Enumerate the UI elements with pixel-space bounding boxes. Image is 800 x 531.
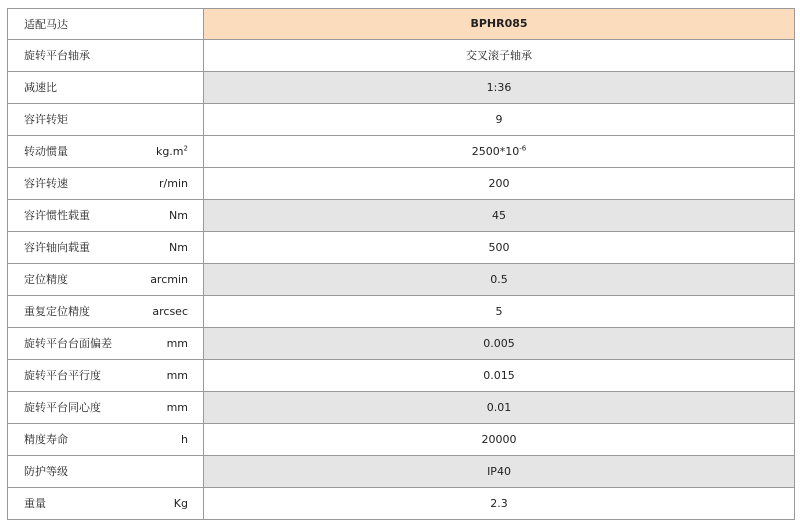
param-unit-text: Nm: [169, 240, 188, 254]
param-unit: [181, 433, 188, 446]
param-label-inner: [8, 239, 203, 255]
table-row: [8, 71, 795, 103]
param-name: 旋转平台同心度: [24, 401, 101, 415]
param-label-cell: [8, 39, 204, 71]
param-name: 旋转平台轴承: [24, 49, 90, 63]
param-value: IP40: [487, 464, 511, 478]
param-value-cell: [204, 391, 795, 423]
table-row: [8, 231, 795, 263]
table-row: [8, 263, 795, 295]
param-label-cell: [8, 487, 204, 519]
param-value: 200: [488, 176, 510, 190]
param-label-inner: [8, 431, 203, 447]
param-label-cell: [8, 199, 204, 231]
table-row: [8, 327, 795, 359]
table-row: [8, 295, 795, 327]
param-label-cell: [8, 423, 204, 455]
param-label-cell: [8, 135, 204, 167]
param-unit: [156, 145, 188, 158]
param-label-cell: [8, 391, 204, 423]
param-unit: [150, 273, 188, 286]
param-value-cell: [204, 263, 795, 295]
param-value-superscript: -6: [519, 144, 527, 153]
param-value: 0.5: [490, 272, 508, 286]
param-unit-text: mm: [166, 336, 188, 350]
param-label-inner: [8, 175, 203, 191]
param-value-cell: [204, 231, 795, 263]
param-label-inner: [8, 111, 203, 127]
param-value: 9: [495, 112, 503, 126]
param-value: 5: [495, 304, 503, 318]
table-row: [8, 135, 795, 167]
param-value-cell: [204, 199, 795, 231]
param-label-inner: [8, 79, 203, 95]
param-unit-text: r/min: [159, 176, 188, 190]
param-value-cell: [204, 167, 795, 199]
param-name: 旋转平台台面偏差: [24, 337, 112, 351]
param-unit-text: mm: [166, 368, 188, 382]
param-unit-text: Kg: [173, 496, 188, 510]
param-label-cell: [8, 103, 204, 135]
table-row: [8, 39, 795, 71]
param-unit-text: mm: [166, 400, 188, 414]
param-unit: [169, 241, 188, 254]
param-value-cell: [204, 487, 795, 519]
param-unit: [169, 209, 188, 222]
param-name: 旋转平台平行度: [24, 369, 101, 383]
param-value-cell: [204, 39, 795, 71]
param-label-inner: [8, 367, 203, 383]
param-label-inner: [8, 399, 203, 415]
param-value-cell: [204, 359, 795, 391]
param-unit: [159, 177, 188, 190]
table-row: [8, 103, 795, 135]
param-name: 容许转矩: [24, 113, 68, 127]
table-row: [8, 359, 795, 391]
spec-table-body: [8, 9, 795, 520]
param-label-inner: [8, 335, 203, 351]
param-value-cell: [204, 423, 795, 455]
param-unit: [167, 337, 188, 350]
param-unit: [167, 401, 188, 414]
param-value: 2.3: [490, 496, 508, 510]
param-label-inner: [8, 47, 203, 63]
param-value: 0.005: [483, 336, 515, 350]
param-name: 精度寿命: [24, 433, 68, 447]
param-name: 减速比: [24, 81, 57, 95]
param-name: 重复定位精度: [24, 305, 90, 319]
param-label-inner: [8, 271, 203, 287]
param-value: 0.015: [483, 368, 515, 382]
param-unit-superscript: 2: [183, 144, 188, 153]
param-value: 1:36: [486, 80, 512, 94]
table-row: [8, 199, 795, 231]
param-name: 容许惯性载重: [24, 209, 90, 223]
param-value-cell: [204, 71, 795, 103]
param-name: 转动惯量: [24, 145, 68, 159]
param-value: 交叉滚子轴承: [466, 49, 532, 63]
param-label-cell: [8, 359, 204, 391]
param-unit-text: arcsec: [152, 304, 188, 318]
param-value-cell: [204, 455, 795, 487]
param-label-cell: [8, 71, 204, 103]
table-row: [8, 487, 795, 519]
param-label-cell: [8, 231, 204, 263]
param-unit-text: Nm: [169, 208, 188, 222]
header-row: [8, 9, 795, 40]
param-name: 容许轴向载重: [24, 241, 90, 255]
table-row: [8, 455, 795, 487]
table-row: [8, 391, 795, 423]
param-value: 20000: [481, 432, 517, 446]
param-label-cell: [8, 263, 204, 295]
param-label-cell: [8, 295, 204, 327]
param-name: 定位精度: [24, 273, 68, 287]
header-label-inner: [8, 16, 203, 32]
param-value: 45: [492, 208, 506, 222]
spec-table: [7, 8, 795, 520]
table-row: [8, 167, 795, 199]
param-label-inner: [8, 303, 203, 319]
param-value: 500: [488, 240, 510, 254]
model-name: BPHR085: [470, 17, 528, 31]
param-unit-text: arcmin: [150, 272, 188, 286]
param-label-inner: [8, 495, 203, 511]
header-value-cell: [204, 9, 795, 40]
param-unit: [152, 305, 188, 318]
header-label: 适配马达: [24, 17, 68, 31]
param-label-inner: [8, 143, 203, 159]
param-value: 0.01: [486, 400, 512, 414]
param-value-cell: [204, 327, 795, 359]
header-label-cell: [8, 9, 204, 40]
param-name: 重量: [24, 497, 46, 511]
param-value-cell: [204, 295, 795, 327]
table-row: [8, 423, 795, 455]
param-name: 防护等级: [24, 465, 68, 479]
param-label-cell: [8, 327, 204, 359]
param-label-inner: [8, 207, 203, 223]
param-label-cell: [8, 167, 204, 199]
param-unit-text: kg.m: [155, 144, 184, 158]
param-unit: [174, 497, 188, 510]
param-label-inner: [8, 463, 203, 479]
param-value: 2500*10: [471, 144, 520, 158]
param-unit: [167, 369, 188, 382]
param-unit-text: h: [181, 432, 188, 446]
param-value-cell: [204, 135, 795, 167]
param-label-cell: [8, 455, 204, 487]
param-value-cell: [204, 103, 795, 135]
param-name: 容许转速: [24, 177, 68, 191]
